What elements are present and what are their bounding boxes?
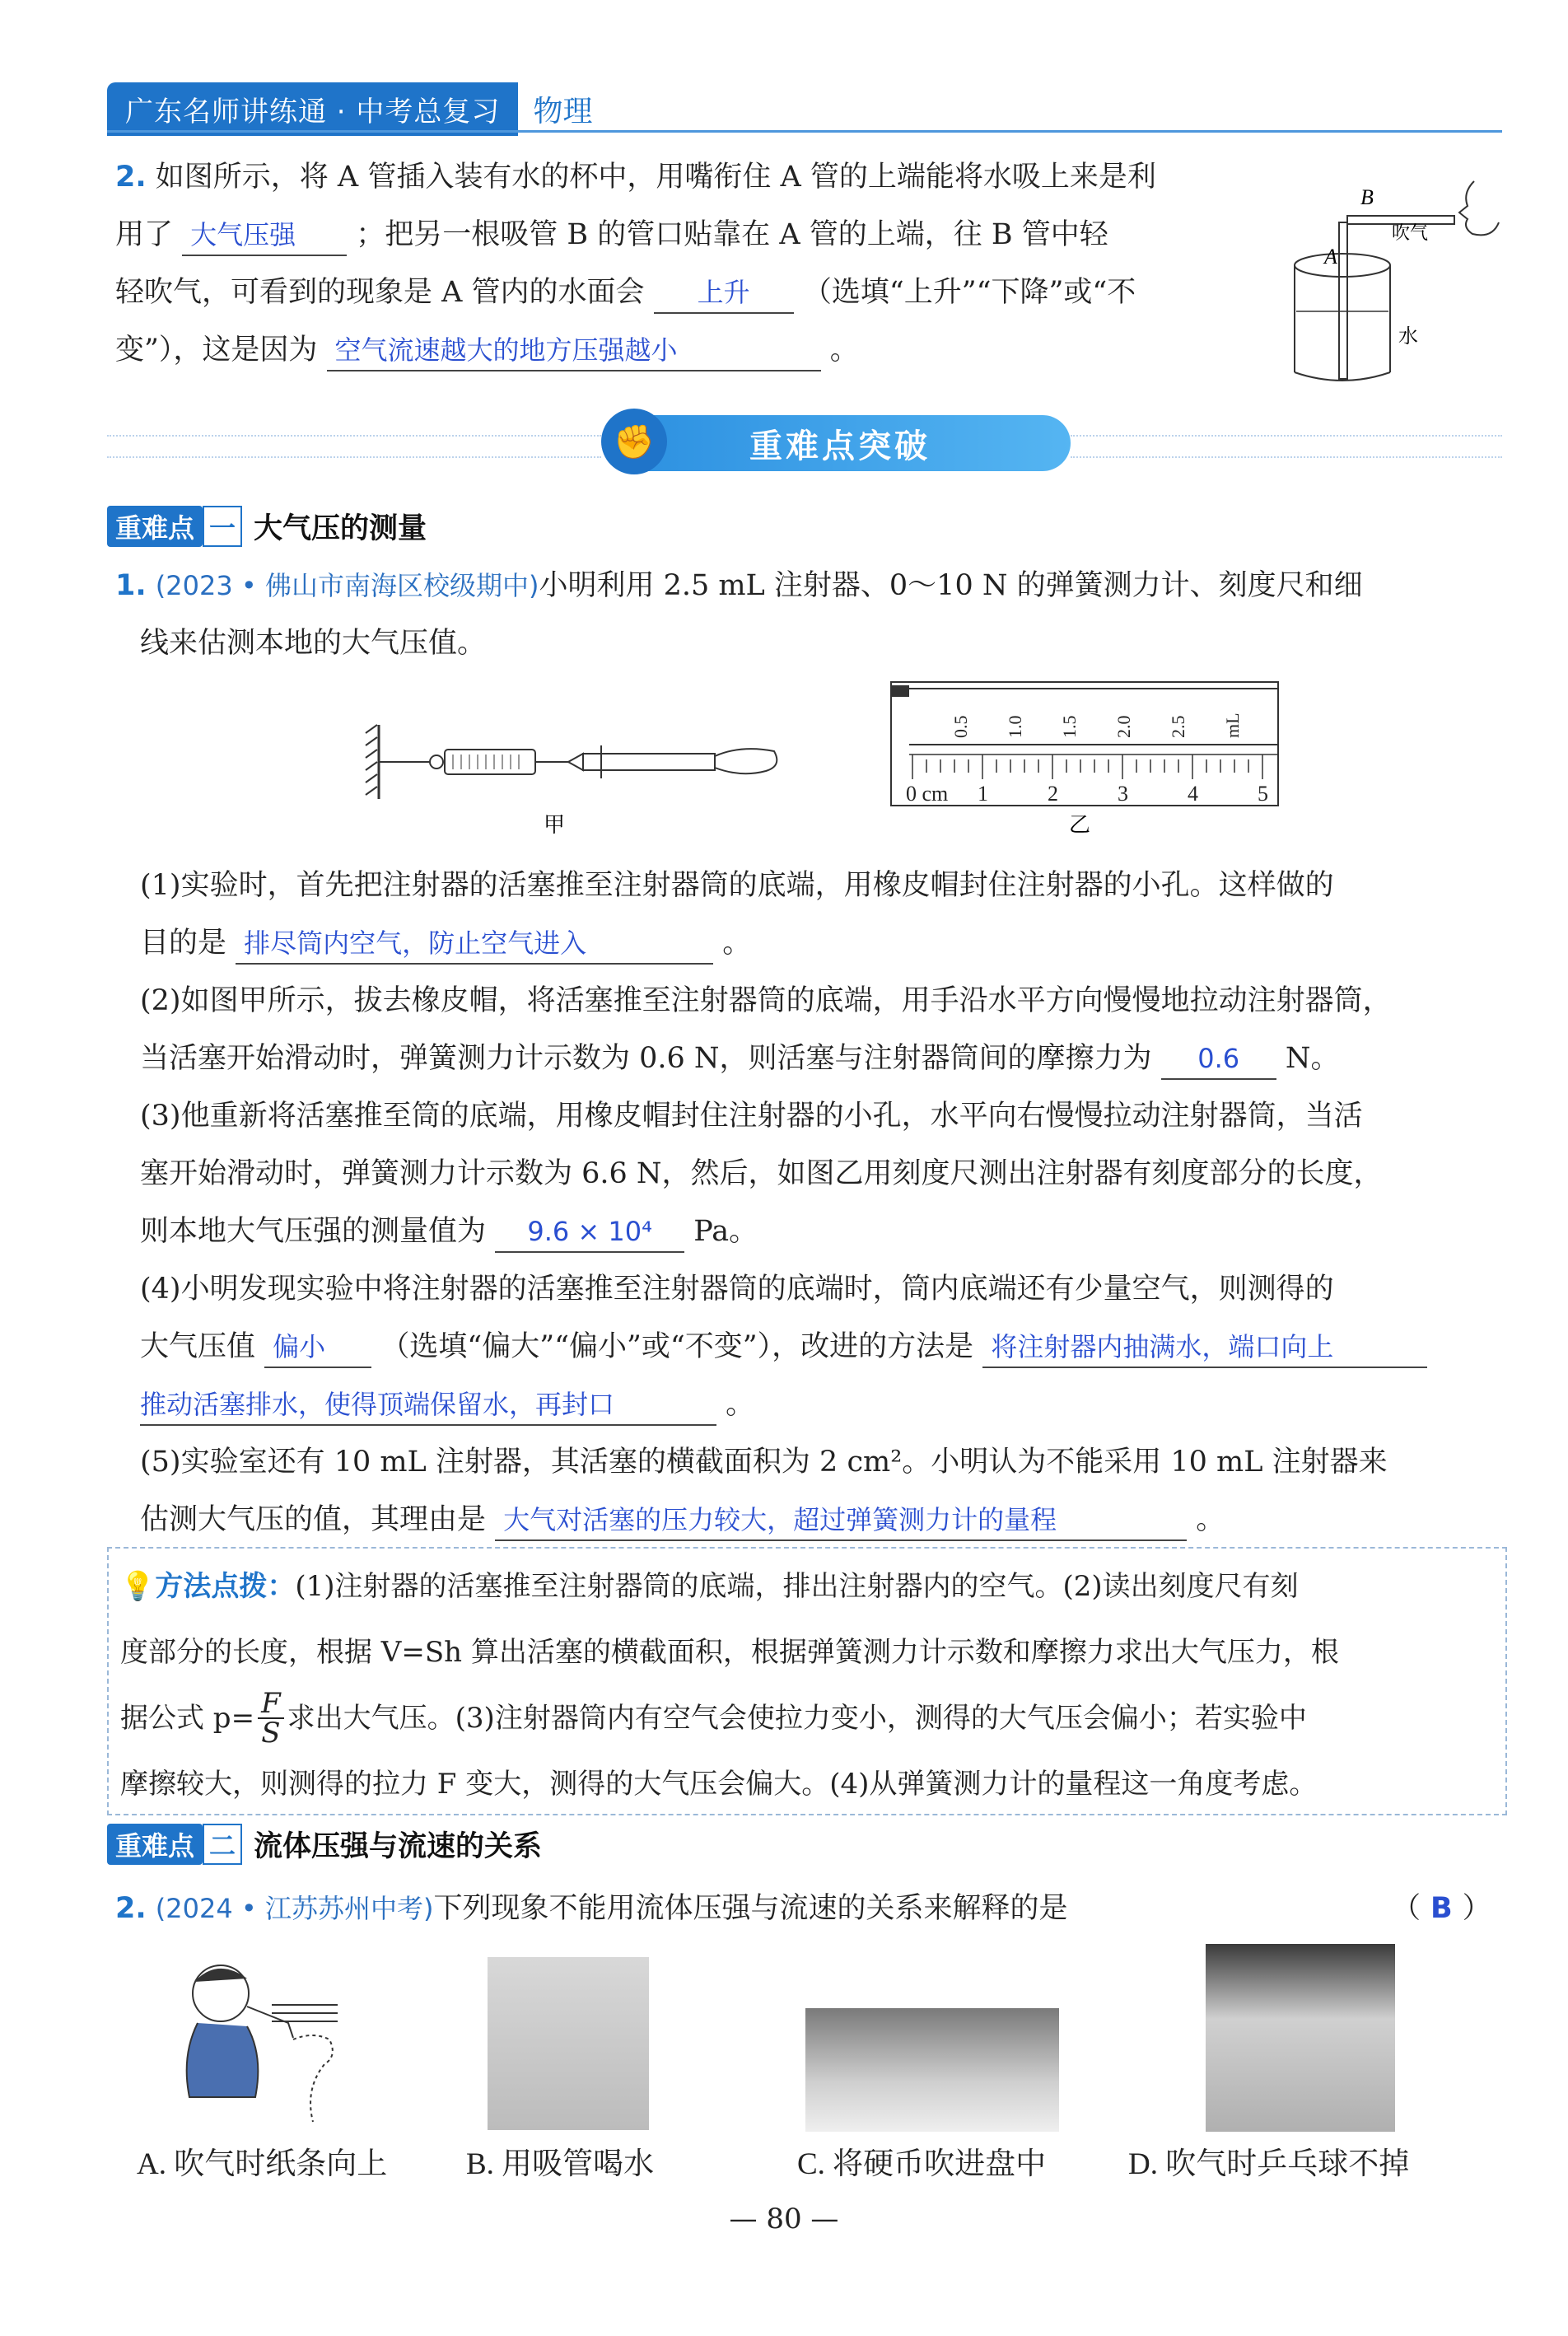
q1-line2: 线来估测本地的大气压值。 — [140, 627, 487, 660]
fraction-numerator: F — [258, 1689, 284, 1719]
q2-number: 2. — [115, 1892, 147, 1925]
syringe-label-ml: mL — [1222, 712, 1243, 738]
topic1-heading — [107, 506, 427, 547]
q1-source: (2023 • 佛山市南海区校级期中) — [155, 570, 539, 601]
q1-p1-line1: (1)实验时，首先把注射器的活塞推至注射器筒的底端，用橡皮帽封住注射器的小孔。这样做的 — [140, 869, 1334, 902]
syringe-label-2-0: 2.0 — [1113, 715, 1134, 738]
q2-answer: B — [1430, 1892, 1453, 1925]
lightbulb-icon: 💡 — [120, 1570, 156, 1603]
q1-answer-3: 9.6 × 10⁴ — [495, 1213, 684, 1253]
ruler-label-1: 1 — [978, 782, 988, 806]
banner-dots-right — [1071, 435, 1502, 458]
ruler-label-5: 5 — [1258, 782, 1268, 806]
q1-p4-line2a: 大气压值 — [140, 1330, 256, 1363]
subject-label: 物理 — [533, 94, 593, 128]
syringe-label-0-5: 0.5 — [950, 715, 971, 738]
q2-stem — [115, 1880, 1515, 1937]
tip-line3b: 求出大气压。(3)注射器筒内有空气会使拉力变小，测得的大气压会偏小；若实验中 — [287, 1702, 1307, 1735]
option-b-photo — [488, 1957, 649, 2130]
topic1-title: 大气压的测量 — [254, 512, 427, 545]
q1-answer-4b-line1: 将注射器内抽满水，端口向上 — [982, 1329, 1427, 1368]
q2-top-text — [115, 148, 1252, 379]
q1-answer-1: 排尽筒内空气，防止空气进入 — [236, 925, 713, 965]
topic2-title: 流体压强与流速的关系 — [254, 1830, 543, 1863]
book-title: 广东名师讲练通 · 中考总复习 — [107, 82, 518, 136]
fraction-f-over-s — [258, 1687, 284, 1750]
syringe-label-1-5: 1.5 — [1059, 715, 1080, 738]
q1-line1: 小明利用 2.5 mL 注射器、0～10 N 的弹簧测力计、刻度尺和细 — [539, 569, 1363, 602]
q1-p5-line2c: 。 — [1196, 1503, 1225, 1536]
option-d-caption: D. 吹气时乒乓球不掉 — [1128, 2147, 1410, 2181]
q1-answer-4b-line2: 推动活塞排水，使得顶端保留水，再封口 — [140, 1386, 716, 1426]
topic1-num: 一 — [203, 506, 242, 547]
q1-answer-5: 大气对活塞的压力较大，超过弹簧测力计的量程 — [495, 1502, 1187, 1541]
syringe-label-2-5: 2.5 — [1168, 715, 1188, 738]
option-a-picture — [165, 1957, 362, 2130]
answer-blank-2: 上升 — [654, 274, 794, 314]
q1-p3-line1: (3)他重新将活塞推至筒的底端，用橡皮帽封住注射器的小孔，水平向右慢慢拉动注射器筒，当活 — [140, 1100, 1363, 1133]
fraction-denominator: S — [261, 1717, 281, 1750]
q1-p2-line2a: 当活塞开始滑动时，弹簧测力计示数为 0.6 N，则活塞与注射器筒间的摩擦力为 — [140, 1042, 1152, 1075]
q2-paren-open: （ — [1392, 1892, 1421, 1925]
ruler-label-2: 2 — [1048, 782, 1058, 806]
q2-top-line4b: 。 — [829, 334, 859, 367]
q2-top-line2b: ；把另一根吸管 B 的管口贴靠在 A 管的上端，往 B 管中轻 — [356, 218, 1108, 251]
section-title: 重难点突破 — [609, 415, 1071, 471]
figure-jia-caption: 甲 — [544, 813, 566, 838]
straw-cup-figure — [1252, 165, 1524, 395]
method-tip-text — [109, 1549, 1505, 1817]
figure-yi-caption: 乙 — [1069, 813, 1091, 837]
method-tip-box — [107, 1547, 1507, 1815]
q2-answer-paren — [1392, 1880, 1491, 1937]
topic2-tag: 重难点 — [107, 1824, 203, 1865]
q1-stem — [115, 557, 1515, 672]
q1-p4-line2c: （选填“偏大”“偏小”或“不变”），改进的方法是 — [380, 1330, 974, 1363]
q1-p4-line3d: 。 — [726, 1388, 755, 1421]
figure-jia — [362, 708, 791, 840]
ruler-label-0: 0 cm — [906, 782, 949, 806]
syringe-label-1-0: 1.0 — [1005, 715, 1025, 738]
q1-p5-line1: (5)实验室还有 10 mL 注射器，其活塞的横截面积为 2 cm²。小明认为不能采用 10 mL 注射器来 — [140, 1446, 1388, 1479]
q2-top-line3a: 轻吹气，可看到的现象是 A 管内的水面会 — [115, 276, 645, 309]
page-header — [107, 86, 592, 132]
q2-top-number: 2. — [115, 161, 147, 194]
topic2-num: 二 — [203, 1824, 242, 1865]
topic2-heading — [107, 1824, 542, 1865]
q1-p4-line1: (4)小明发现实验中将注射器的活塞推至注射器筒的底端时，筒内底端还有少量空气，则测得的 — [140, 1273, 1334, 1306]
section-banner — [107, 412, 1502, 478]
label-b: B — [1360, 185, 1374, 209]
q1-p1-line2a: 目的是 — [140, 927, 227, 960]
header-rule — [107, 130, 1502, 133]
syringe-nozzle — [891, 685, 909, 697]
tip-line1: (1)注射器的活塞推至注射器筒的底端，排出注射器内的空气。(2)读出刻度尺有刻 — [295, 1570, 1299, 1603]
ruler-label-4: 4 — [1188, 782, 1198, 806]
q1-answer-4a: 偏小 — [264, 1329, 371, 1368]
label-blow: 吹气 — [1392, 223, 1429, 244]
q2-top-line3b: （选填“上升”“下降”或“不 — [802, 276, 1136, 309]
label-water: 水 — [1398, 325, 1418, 348]
figure-yi — [889, 680, 1285, 837]
answer-blank-3: 空气流速越大的地方压强越小 — [327, 332, 821, 371]
q1-p5-line2a: 估测大气压的值，其理由是 — [140, 1503, 487, 1536]
q1-subquestions — [140, 857, 1515, 1549]
option-a-caption: A. 吹气时纸条向上 — [137, 2147, 388, 2181]
q2-paren-close: ） — [1462, 1892, 1491, 1925]
page-number: — 80 — — [729, 2203, 839, 2236]
option-d-photo — [1206, 1944, 1395, 2132]
option-b-caption: B. 用吸管喝水 — [466, 2147, 655, 2181]
q2-text: 下列现象不能用流体压强与流速的关系来解释的是 — [433, 1892, 1068, 1925]
q2-top-line4a: 变”），这是因为 — [115, 334, 318, 367]
q2-top-line1: 如图所示，将 A 管插入装有水的杯中，用嘴衔住 A 管的上端能将水吸上来是利 — [155, 161, 1156, 194]
label-a: A — [1324, 245, 1337, 269]
fist-icon: ✊ — [601, 409, 667, 474]
ruler-label-3: 3 — [1118, 782, 1128, 806]
q1-answer-2: 0.6 — [1161, 1040, 1276, 1080]
tip-line3a: 据公式 p= — [120, 1702, 255, 1735]
q1-number: 1. — [115, 569, 147, 602]
tip-label: 方法点拨： — [155, 1570, 296, 1603]
q1-p3-line3d: Pa。 — [693, 1215, 758, 1248]
ruler-ticks — [912, 755, 1262, 779]
q1-p3-line2: 塞开始滑动时，弹簧测力计示数为 6.6 N，然后，如图乙用刻度尺测出注射器有刻度部分的长度， — [140, 1157, 1383, 1190]
q2-source: (2024 • 江苏苏州中考) — [155, 1893, 434, 1924]
q1-p2-line2c: N。 — [1285, 1042, 1340, 1075]
tip-line2: 度部分的长度，根据 V=Sh 算出活塞的横截面积，根据弹簧测力计示数和摩擦力求出大气压力，根 — [120, 1636, 1339, 1669]
q2-top-line2a: 用了 — [115, 218, 174, 251]
answer-blank-1: 大气压强 — [182, 217, 347, 256]
option-c-caption: C. 将硬币吹进盘中 — [797, 2147, 1047, 2181]
topic1-tag: 重难点 — [107, 506, 203, 547]
banner-dots-left — [107, 435, 601, 458]
tip-line4: 摩擦较大，则测得的拉力 F 变大，测得的大气压会偏大。(4)从弹簧测力计的量程这一角度考虑。 — [120, 1768, 1318, 1801]
q1-p2-line1: (2)如图甲所示，拔去橡皮帽，将活塞推至注射器筒的底端，用手沿水平方向慢慢地拉动注射器筒， — [140, 984, 1392, 1017]
q1-p1-line2c: 。 — [722, 927, 752, 960]
option-c-photo — [805, 2008, 1059, 2132]
q1-p3-line3a: 则本地大气压强的测量值为 — [140, 1215, 487, 1248]
